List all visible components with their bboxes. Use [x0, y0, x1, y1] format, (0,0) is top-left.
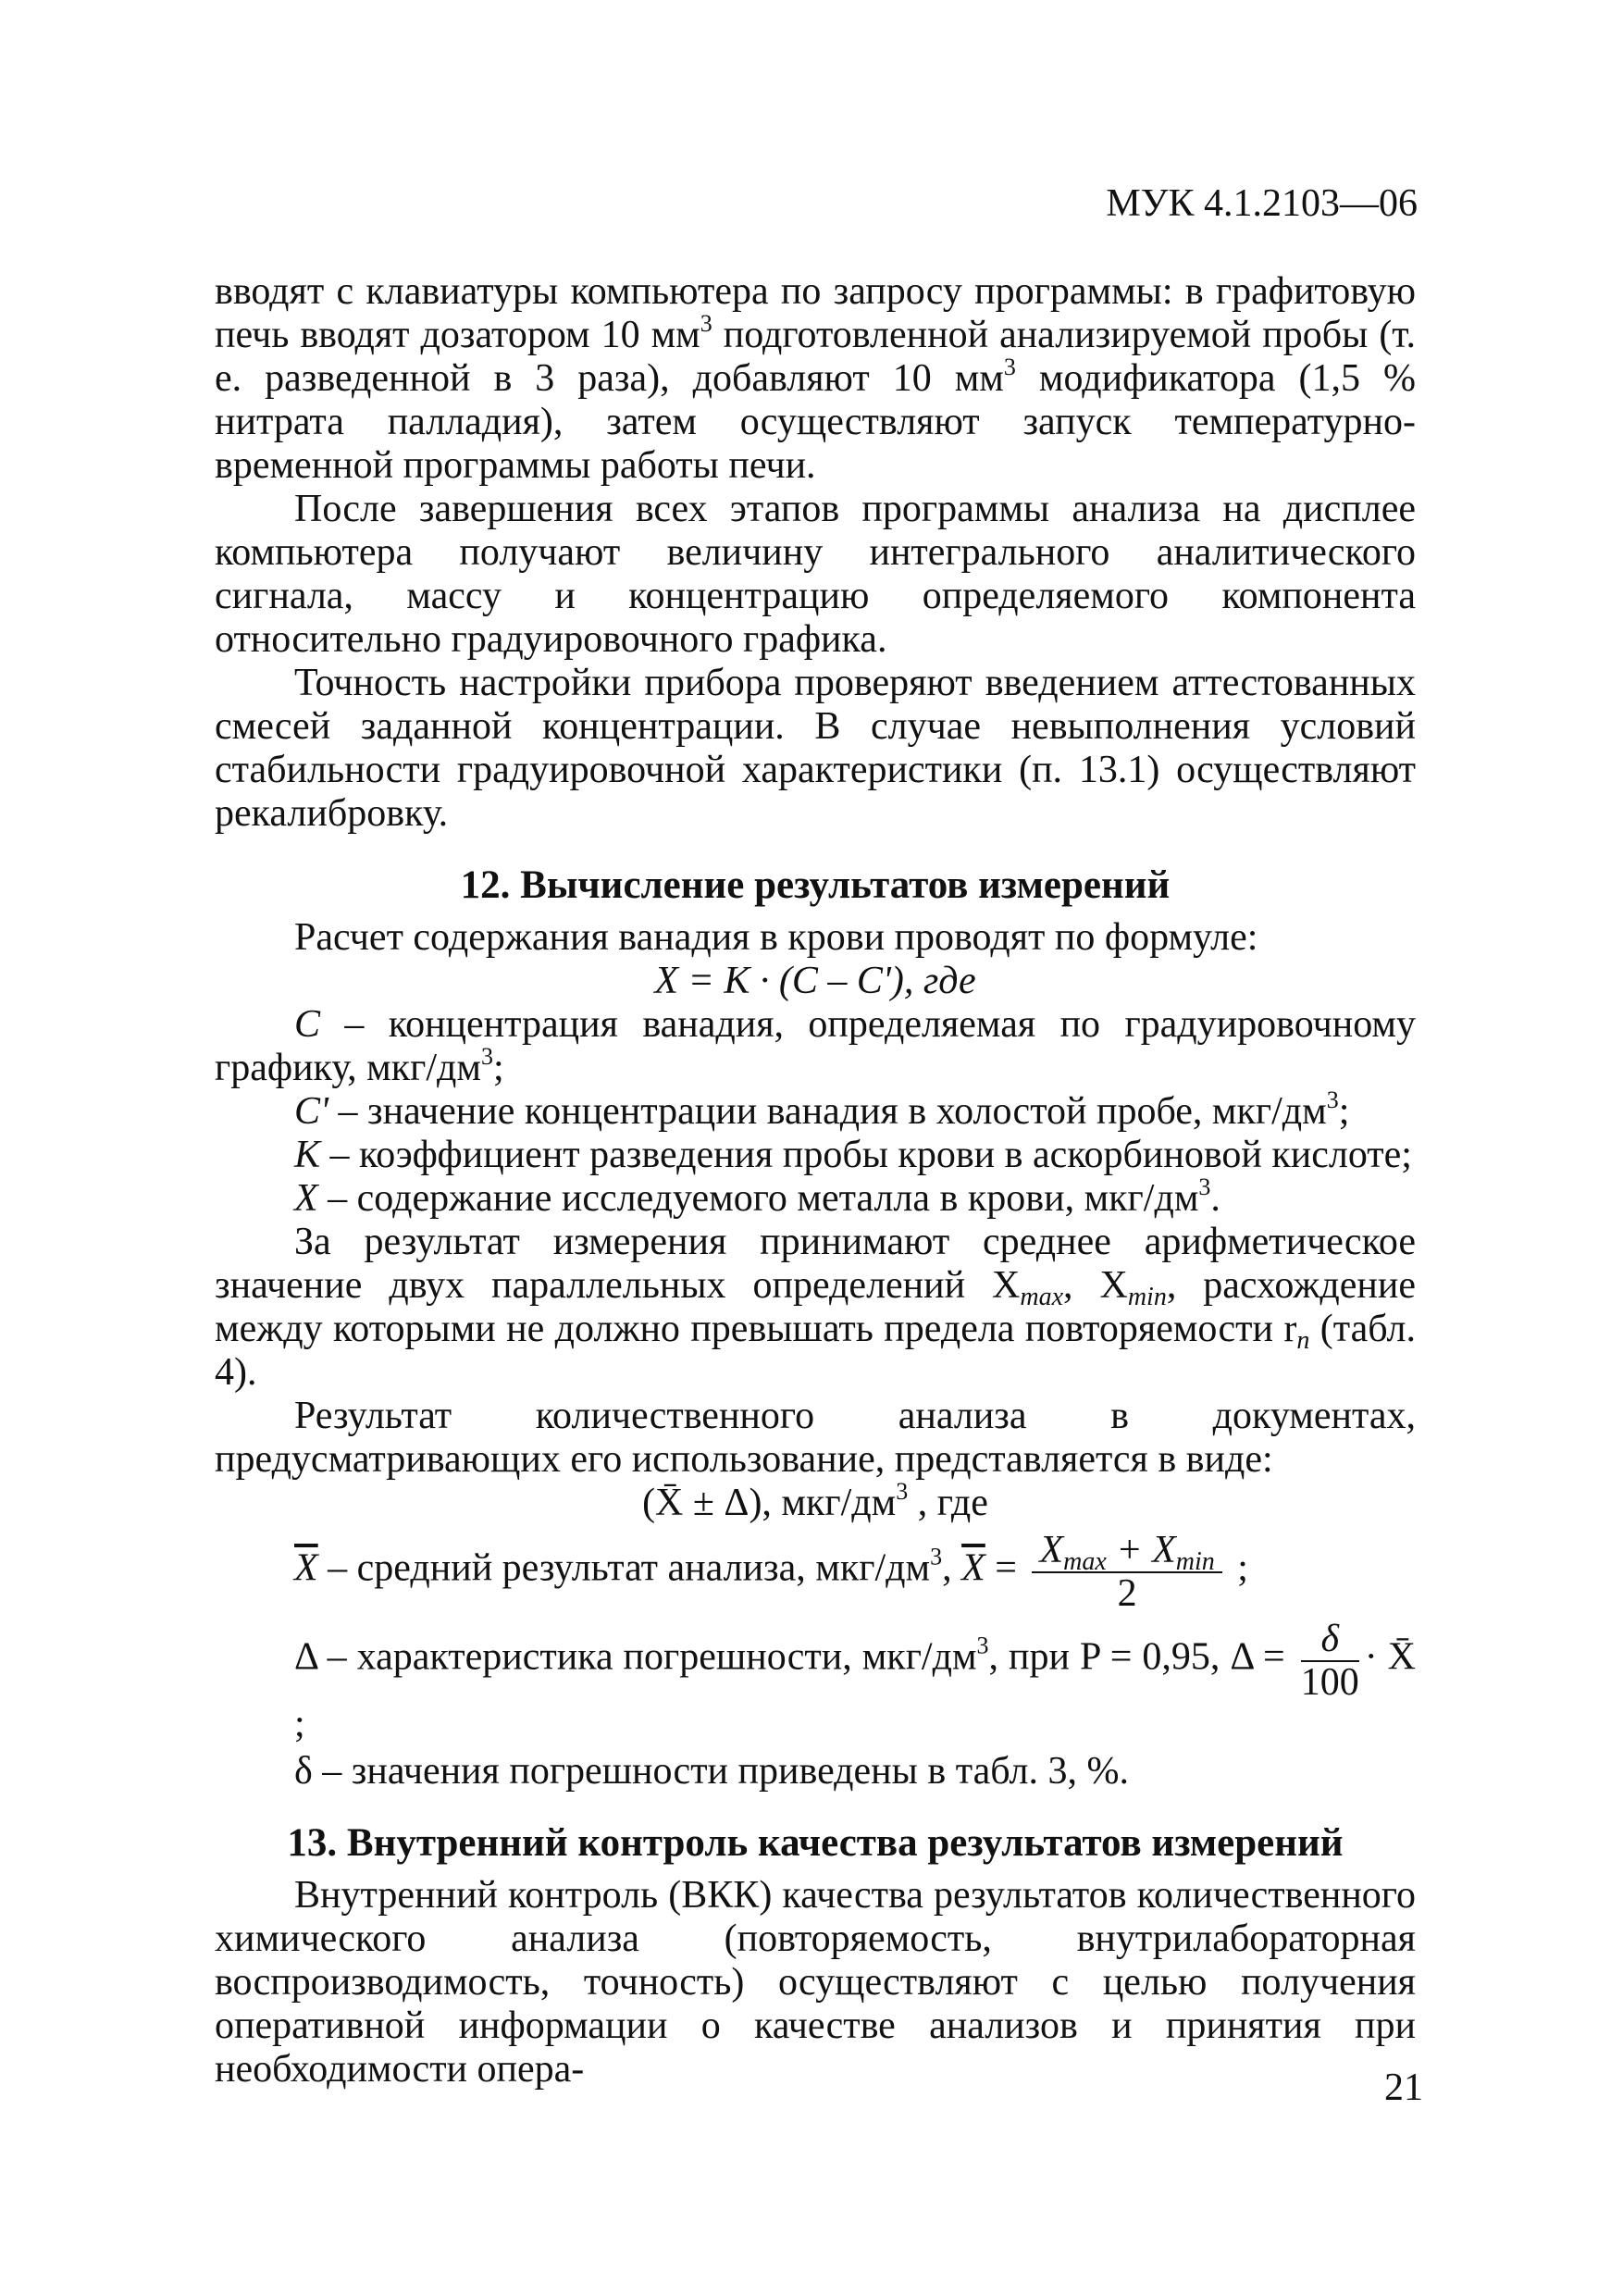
result-form: (X̄ ± Δ), мкг/$дм^3$ , где — [642, 1478, 988, 1524]
result-paragraph: За результат измерения принимают среднее арифметическое значение двух параллельных определений $X_{max}$, $X_{min}$, расхождение между которыми не должно превышать предела повторяемости $r_n$ (табл. 4). — [215, 1221, 1416, 1394]
page-content — [215, 270, 1416, 2091]
section-13-text: Внутренний контроль (ВКК) качества результатов количественного химического анализа (повторяемость, внутрилабораторная воспроизводимость, точность) осуществляют с целью получения оперативной информации о качестве анализов и принятия при необходимости опера- — [215, 1874, 1416, 2091]
delta-fraction: $\frac{\delta}{100}$ — [1300, 1618, 1359, 1704]
delta-definition: Δ – характеристика погрешности, мкг/$дм^3$, при P = 0,95, Δ = $\frac{\delta}{100}$ · X̄ ; — [294, 1618, 1416, 1745]
document-code-header: МУК 4.1.2103—06 — [1106, 182, 1418, 225]
section-12-title: 12. Вычисление результатов измерений — [460, 863, 1171, 907]
definition-x: X – содержание исследуемого металла в крови, мкг/$дм^3$. — [294, 1173, 1220, 1220]
mean-definition: $\overline{X}$ – средний результат анализа, мкг/$дм^3$, $\overline{X}$ = $\frac{X_{max} + X_{min}}{2}$ ; — [294, 1529, 1248, 1615]
section-12-intro: Расчет содержания ванадия в крови проводят по формуле: — [294, 916, 1258, 959]
presentation-paragraph: Результат количественного анализа в документах, предусматривающих его использование, представляется в виде: — [215, 1395, 1416, 1481]
definition-c: C – концентрация ванадия, определяемая по градуировочному графику, мкг/$дм^3$; — [215, 1003, 1416, 1089]
definition-c-prime: C' – значение концентрации ванадия в холостой пробе, мкг/$дм^3$; — [294, 1086, 1350, 1133]
mean-fraction: $\frac{X_{max} + X_{min}}{2}$ — [1032, 1529, 1221, 1614]
page-number: 21 — [1384, 2066, 1423, 2109]
sigma-definition: δ – значения погрешности приведены в табл. 3, %. — [294, 1750, 1129, 1793]
variable-definitions — [215, 1003, 1416, 1221]
section-13-title: 13. Внутренний контроль качества результатов измерений — [287, 1821, 1344, 1865]
definition-k: K – коэффициент разведения пробы крови в аскорбиновой кислоте; — [294, 1134, 1412, 1176]
paragraph-2: После завершения всех этапов программы анализа на дисплее компьютера получают величину интегрального аналитического сигнала, массу и концентрацию определяемого компонента относительно градуировочного графика. — [215, 488, 1416, 661]
x-bar-symbol: $\overline{X}$ — [294, 1546, 318, 1590]
paragraph-1: вводят с клавиатуры компьютера по запросу программы: в графитовую печь вводят дозатором 10 $мм^3$ подготовленной анализируемой пробы (т. е. разведенной в 3 раза), добавляют 10 $мм^3$ модификатора (1,5 % нитрата палладия), затем осуществляют запуск температурно-временной программы работы печи. — [215, 270, 1416, 487]
paragraph-3: Точность настройки прибора проверяют введением аттестованных смесей заданной концентрации. В случае невыполнения условий стабильности градуировочной характеристики (п. 13.1) осуществляют рекалибровку. — [215, 662, 1416, 835]
main-formula: X = K · (C – C'), где — [654, 960, 976, 1002]
